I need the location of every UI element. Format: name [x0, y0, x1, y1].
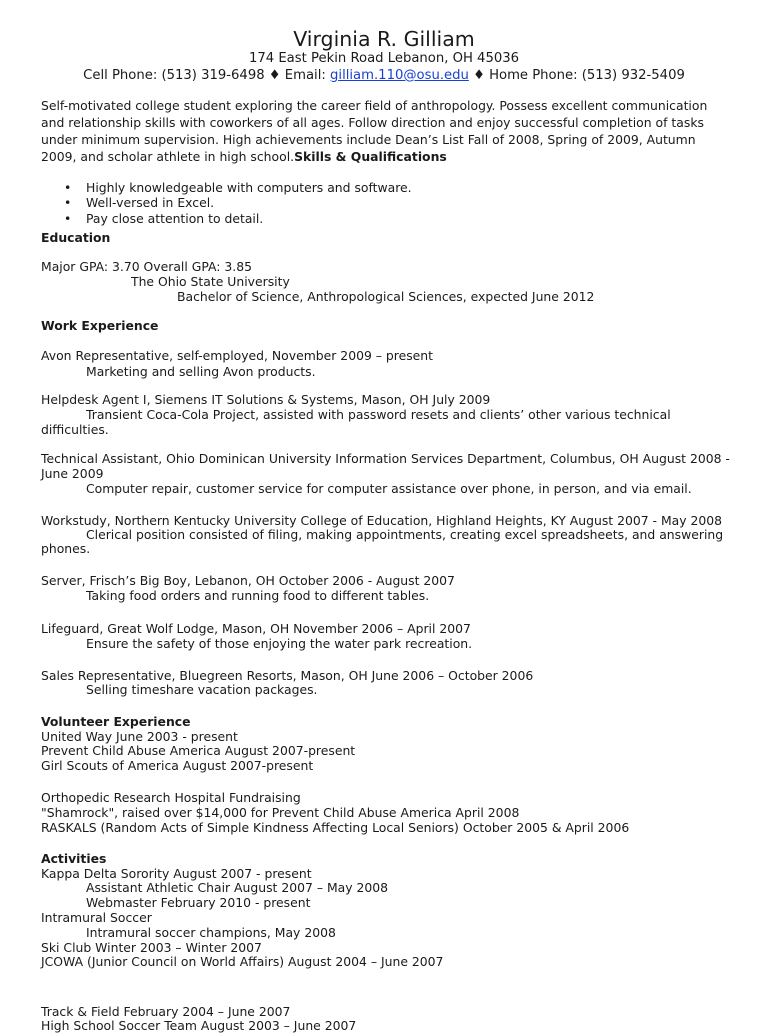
activity-item: Webmaster February 2010 - present: [86, 895, 311, 910]
summary-line: [41, 149, 447, 164]
volunteer-item: RASKALS (Random Acts of Simple Kindness Affecting Local Seniors) October 2005 & April 2006: [41, 820, 630, 835]
job-title: Avon Representative, self-employed, November 2009 – present: [41, 348, 434, 363]
activity-item: Ski Club Winter 2003 – Winter 2007: [41, 940, 262, 955]
job-description: Ensure the safety of those enjoying the water park recreation.: [86, 636, 473, 651]
summary-text: 2009, and scholar athlete in high school.: [41, 149, 295, 164]
activity-item: Intramural soccer champions, May 2008: [86, 925, 336, 940]
job-description: Transient Coca-Cola Project, assisted with password resets and clients’ other various technical: [86, 407, 671, 422]
volunteer-item: Orthopedic Research Hospital Fundraising: [41, 790, 301, 805]
job-description: difficulties.: [41, 422, 109, 437]
education-heading: Education: [41, 230, 111, 245]
summary-line: under minimum supervision. High achievements include Dean’s List Fall of 2008, Spring of 2009, Autumn: [41, 132, 696, 147]
degree-line: Bachelor of Science, Anthropological Sciences, expected June 2012: [177, 289, 595, 304]
job-description: Clerical position consisted of filing, making appointments, creating excel spreadsheets, and answering: [86, 527, 724, 542]
skill-item: Highly knowledgeable with computers and software.: [86, 180, 412, 195]
work-heading: Work Experience: [41, 318, 159, 333]
job-title: June 2009: [41, 466, 104, 481]
resume-name: Virginia R. Gilliam: [293, 27, 475, 51]
job-description: phones.: [41, 541, 91, 556]
job-description: Computer repair, customer service for computer assistance over phone, in person, and via email.: [86, 481, 692, 496]
summary-line: and relationship skills with coworkers of all ages. Follow direction and enjoy successful completion of tasks: [41, 115, 704, 130]
volunteer-heading: Volunteer Experience: [41, 714, 191, 729]
school-name: The Ohio State University: [131, 274, 290, 289]
activity-item: Intramural Soccer: [41, 910, 152, 925]
activity-item: Track & Field February 2004 – June 2007: [41, 1004, 291, 1019]
bullet-icon: •: [64, 180, 72, 195]
job-title: Sales Representative, Bluegreen Resorts, Mason, OH June 2006 – October 2006: [41, 668, 534, 683]
bullet-icon: •: [64, 211, 72, 226]
job-title: Technical Assistant, Ohio Dominican University Information Services Department, Columbus, OH August 2008 -: [41, 451, 730, 466]
activity-item: Assistant Athletic Chair August 2007 – May 2008: [86, 880, 389, 895]
volunteer-item: Prevent Child Abuse America August 2007-present: [41, 743, 356, 758]
job-title: Server, Frisch’s Big Boy, Lebanon, OH October 2006 - August 2007: [41, 573, 455, 588]
job-description: Selling timeshare vacation packages.: [86, 682, 318, 697]
volunteer-item: Girl Scouts of America August 2007-present: [41, 758, 314, 773]
home-phone-text: ♦ Home Phone: (513) 932-5409: [468, 68, 685, 83]
volunteer-item: "Shamrock", raised over $14,000 for Prevent Child Abuse America April 2008: [41, 805, 520, 820]
activity-item: JCOWA (Junior Council on World Affairs) August 2004 – June 2007: [41, 954, 444, 969]
gpa-line: Major GPA: 3.70 Overall GPA: 3.85: [41, 259, 252, 274]
skill-item: Pay close attention to detail.: [86, 211, 264, 226]
summary-line: Self-motivated college student exploring the career field of anthropology. Possess excellent communication: [41, 98, 708, 113]
activity-item: High School Soccer Team August 2003 – June 2007: [41, 1018, 357, 1033]
contact-line: [0, 67, 768, 84]
job-title: Helpdesk Agent I, Siemens IT Solutions & Systems, Mason, OH July 2009: [41, 392, 491, 407]
job-title: Workstudy, Northern Kentucky University College of Education, Highland Heights, KY August 2007 - May 2008: [41, 513, 723, 528]
address-line: 174 East Pekin Road Lebanon, OH 45036: [248, 51, 520, 66]
skills-heading: Skills & Qualifications: [294, 149, 447, 164]
bullet-icon: •: [64, 195, 72, 210]
activities-heading: Activities: [41, 851, 107, 866]
job-description: Taking food orders and running food to different tables.: [86, 588, 430, 603]
job-title: Lifeguard, Great Wolf Lodge, Mason, OH November 2006 – April 2007: [41, 621, 471, 636]
cell-phone-text: Cell Phone: (513) 319-6498 ♦ Email:: [83, 68, 331, 83]
email-link[interactable]: gilliam.110@osu.edu: [330, 68, 469, 83]
volunteer-item: United Way June 2003 - present: [41, 729, 238, 744]
skill-item: Well-versed in Excel.: [86, 195, 215, 210]
activity-item: Kappa Delta Sorority August 2007 - present: [41, 866, 312, 881]
job-description: Marketing and selling Avon products.: [86, 364, 316, 379]
